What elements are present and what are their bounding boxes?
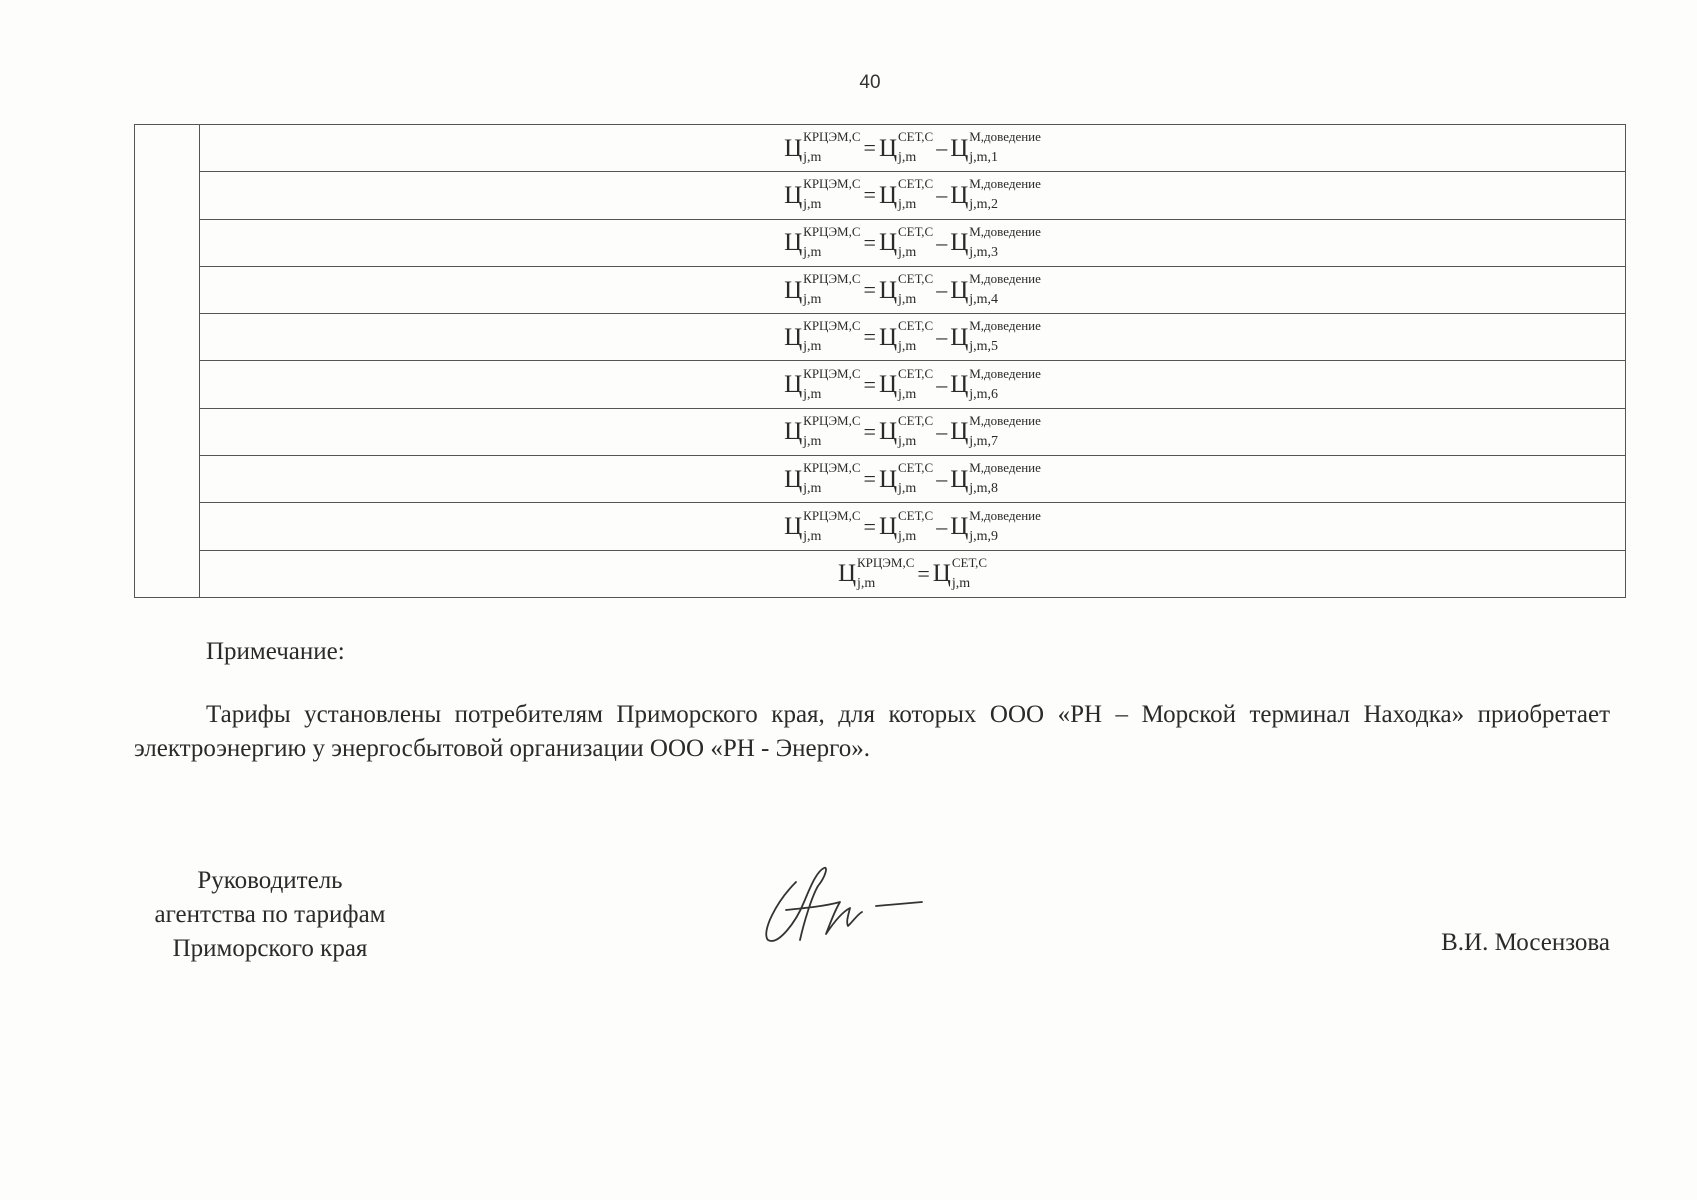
formula <box>784 223 1041 260</box>
formula-row <box>135 456 1626 503</box>
rhs2-superscript: М,доведение <box>969 318 1041 334</box>
formula <box>784 365 1041 402</box>
rhs1-scripts <box>898 223 934 260</box>
equals-sign: = <box>863 182 876 208</box>
price-symbol: Ц <box>950 371 969 399</box>
price-symbol: Ц <box>950 181 969 209</box>
equals-sign: = <box>863 135 876 161</box>
minus-sign: – <box>936 371 948 397</box>
price-symbol: Ц <box>878 181 897 209</box>
price-symbol: Ц <box>950 418 969 446</box>
lhs-term <box>784 318 861 355</box>
rhs2-subscript: j,m,7 <box>969 433 999 449</box>
page-number: 40 <box>859 72 881 93</box>
formula-table <box>134 124 1626 598</box>
price-symbol: Ц <box>950 276 969 304</box>
signer-name: В.И. Мосензова <box>1441 929 1610 956</box>
price-symbol: Ц <box>784 465 803 493</box>
signatory-title-line: агентства по тарифам <box>154 901 386 928</box>
formula-cell <box>200 219 1626 266</box>
rhs2-term <box>950 271 1041 308</box>
minus-sign: – <box>936 182 948 208</box>
price-symbol: Ц <box>878 323 897 351</box>
lhs-term <box>784 129 861 166</box>
lhs-subscript: j,m <box>803 433 822 449</box>
rhs1-term <box>878 129 934 166</box>
price-symbol: Ц <box>784 276 803 304</box>
note-heading: Примечание: <box>206 638 345 665</box>
lhs-scripts <box>803 365 861 402</box>
lhs-scripts <box>803 129 861 166</box>
rhs2-superscript: М,доведение <box>969 223 1041 239</box>
rhs1-term <box>878 460 934 497</box>
equals-sign: = <box>863 324 876 350</box>
formula <box>784 507 1041 544</box>
lhs-term <box>784 507 861 544</box>
lhs-superscript: КРЦЭМ,С <box>803 507 861 523</box>
price-symbol: Ц <box>784 418 803 446</box>
price-symbol: Ц <box>784 134 803 162</box>
lhs-superscript: КРЦЭМ,С <box>803 460 861 476</box>
formula-row <box>135 503 1626 550</box>
rhs1-scripts <box>898 271 934 308</box>
rhs1-term <box>878 271 934 308</box>
equals-sign: = <box>917 560 930 586</box>
formula-cell <box>200 266 1626 313</box>
equals-sign: = <box>863 277 876 303</box>
price-symbol: Ц <box>878 465 897 493</box>
rhs2-superscript: М,доведение <box>969 176 1041 192</box>
price-symbol: Ц <box>784 181 803 209</box>
rhs1-subscript: j,m <box>951 575 971 591</box>
lhs-superscript: КРЦЭМ,С <box>803 271 861 287</box>
rhs2-scripts <box>969 318 1041 355</box>
lhs-subscript: j,m <box>803 197 822 213</box>
rhs1-superscript: СЕТ,С <box>898 365 934 381</box>
formula-cell <box>200 503 1626 550</box>
rhs1-term <box>878 507 934 544</box>
lhs-subscript: j,m <box>803 150 822 166</box>
lhs-subscript: j,m <box>803 481 822 497</box>
price-symbol: Ц <box>950 134 969 162</box>
rhs2-superscript: М,доведение <box>969 507 1041 523</box>
equals-sign: = <box>863 513 876 539</box>
formula-row <box>135 219 1626 266</box>
formula-cell <box>200 361 1626 408</box>
rhs2-scripts <box>969 223 1041 260</box>
rhs1-subscript: j,m <box>898 292 917 308</box>
rhs2-subscript: j,m,4 <box>969 292 999 308</box>
lhs-superscript: КРЦЭМ,С <box>803 412 861 428</box>
signatory-title <box>120 864 420 966</box>
rhs1-scripts <box>898 460 934 497</box>
lhs-term <box>784 365 861 402</box>
rhs1-scripts <box>951 554 988 591</box>
lhs-superscript: КРЦЭМ,С <box>803 129 861 145</box>
lhs-term <box>784 223 861 260</box>
price-symbol: Ц <box>784 323 803 351</box>
rhs1-superscript: СЕТ,С <box>898 271 934 287</box>
formula-row <box>135 266 1626 313</box>
rhs1-subscript: j,m <box>898 528 917 544</box>
signatory-title-line: Руководитель <box>197 867 343 894</box>
lhs-scripts <box>803 271 861 308</box>
lhs-term <box>784 176 861 213</box>
formula-row <box>135 125 1626 172</box>
price-symbol: Ц <box>950 323 969 351</box>
rhs2-superscript: М,доведение <box>969 365 1041 381</box>
rhs2-term <box>950 129 1041 166</box>
lhs-subscript: j,m <box>803 386 822 402</box>
rhs1-superscript: СЕТ,С <box>898 176 934 192</box>
price-symbol: Ц <box>784 371 803 399</box>
formula <box>837 554 988 591</box>
lhs-scripts <box>803 223 861 260</box>
lhs-superscript: КРЦЭМ,С <box>803 365 861 381</box>
rhs1-term <box>878 176 934 213</box>
lhs-subscript: j,m <box>803 244 822 260</box>
note-text: Тарифы установлены потребителям Приморского края, для которых ООО «РН – Морской терминал Находка» приобретает электроэнергию у энергосбытовой организации ООО «РН - Энерго». <box>134 701 1610 762</box>
handwritten-signature <box>756 862 926 952</box>
formula <box>784 271 1041 308</box>
minus-sign: – <box>936 513 948 539</box>
formula-row <box>135 361 1626 408</box>
rhs1-scripts <box>898 176 934 213</box>
rhs2-scripts <box>969 176 1041 213</box>
lhs-scripts <box>803 318 861 355</box>
rhs1-scripts <box>898 365 934 402</box>
rhs1-superscript: СЕТ,С <box>898 507 934 523</box>
formula-cell <box>200 550 1626 597</box>
rhs1-subscript: j,m <box>898 386 917 402</box>
price-symbol: Ц <box>950 513 969 541</box>
formula-table-body <box>135 125 1626 598</box>
rhs1-subscript: j,m <box>898 339 917 355</box>
price-symbol: Ц <box>878 418 897 446</box>
rhs1-subscript: j,m <box>898 433 917 449</box>
rhs2-subscript: j,m,1 <box>969 150 999 166</box>
rhs2-term <box>950 176 1041 213</box>
lhs-scripts <box>803 176 861 213</box>
lhs-term <box>784 412 861 449</box>
formula-cell <box>200 408 1626 455</box>
price-symbol: Ц <box>950 229 969 257</box>
formula <box>784 460 1041 497</box>
rhs2-term <box>950 412 1041 449</box>
price-symbol: Ц <box>878 229 897 257</box>
rhs2-scripts <box>969 412 1041 449</box>
rhs2-subscript: j,m,8 <box>969 481 999 497</box>
lhs-scripts <box>803 412 861 449</box>
rhs1-superscript: СЕТ,С <box>898 460 934 476</box>
lhs-scripts <box>857 554 915 591</box>
equals-sign: = <box>863 371 876 397</box>
rhs1-subscript: j,m <box>898 197 917 213</box>
minus-sign: – <box>936 324 948 350</box>
equals-sign: = <box>863 418 876 444</box>
lhs-subscript: j,m <box>803 339 822 355</box>
rhs2-term <box>950 223 1041 260</box>
left-empty-cell <box>135 125 200 598</box>
rhs1-superscript: СЕТ,С <box>898 129 934 145</box>
rhs1-scripts <box>898 129 934 166</box>
formula-row <box>135 408 1626 455</box>
rhs1-superscript: СЕТ,С <box>898 318 934 334</box>
price-symbol: Ц <box>950 465 969 493</box>
rhs1-term <box>878 412 934 449</box>
lhs-superscript: КРЦЭМ,С <box>857 554 915 570</box>
rhs2-subscript: j,m,2 <box>969 197 999 213</box>
lhs-superscript: КРЦЭМ,С <box>803 223 861 239</box>
price-symbol: Ц <box>932 560 951 588</box>
rhs1-term <box>932 554 988 591</box>
lhs-term <box>837 554 915 591</box>
rhs2-subscript: j,m,3 <box>969 244 999 260</box>
formula <box>784 412 1041 449</box>
formula-cell <box>200 314 1626 361</box>
lhs-subscript: j,m <box>857 575 876 591</box>
formula-cell <box>200 456 1626 503</box>
rhs2-scripts <box>969 460 1041 497</box>
price-symbol: Ц <box>878 513 897 541</box>
rhs1-scripts <box>898 318 934 355</box>
rhs2-term <box>950 365 1041 402</box>
rhs2-scripts <box>969 507 1041 544</box>
lhs-superscript: КРЦЭМ,С <box>803 318 861 334</box>
rhs2-superscript: М,доведение <box>969 271 1041 287</box>
rhs2-term <box>950 460 1041 497</box>
minus-sign: – <box>936 135 948 161</box>
minus-sign: – <box>936 229 948 255</box>
formula-row <box>135 172 1626 219</box>
lhs-scripts <box>803 507 861 544</box>
lhs-term <box>784 271 861 308</box>
rhs1-scripts <box>898 412 934 449</box>
rhs2-superscript: М,доведение <box>969 460 1041 476</box>
price-symbol: Ц <box>784 513 803 541</box>
rhs1-scripts <box>898 507 934 544</box>
equals-sign: = <box>863 466 876 492</box>
lhs-subscript: j,m <box>803 292 822 308</box>
formula <box>784 129 1041 166</box>
rhs2-subscript: j,m,5 <box>969 339 999 355</box>
lhs-scripts <box>803 460 861 497</box>
price-symbol: Ц <box>878 371 897 399</box>
formula <box>784 176 1041 213</box>
rhs1-superscript: СЕТ,С <box>951 554 988 570</box>
lhs-superscript: КРЦЭМ,С <box>803 176 861 192</box>
price-symbol: Ц <box>878 134 897 162</box>
rhs1-subscript: j,m <box>898 244 917 260</box>
minus-sign: – <box>936 418 948 444</box>
price-symbol: Ц <box>878 276 897 304</box>
rhs2-scripts <box>969 271 1041 308</box>
rhs2-subscript: j,m,9 <box>969 528 999 544</box>
rhs2-superscript: М,доведение <box>969 412 1041 428</box>
rhs2-subscript: j,m,6 <box>969 386 999 402</box>
formula-cell <box>200 172 1626 219</box>
minus-sign: – <box>936 277 948 303</box>
rhs2-scripts <box>969 129 1041 166</box>
price-symbol: Ц <box>837 560 857 588</box>
rhs2-scripts <box>969 365 1041 402</box>
rhs2-superscript: М,доведение <box>969 129 1041 145</box>
rhs2-term <box>950 318 1041 355</box>
rhs1-term <box>878 318 934 355</box>
formula-row <box>135 314 1626 361</box>
lhs-subscript: j,m <box>803 528 822 544</box>
formula-cell <box>200 125 1626 172</box>
rhs1-term <box>878 223 934 260</box>
rhs1-term <box>878 365 934 402</box>
price-symbol: Ц <box>784 229 803 257</box>
formula <box>784 318 1041 355</box>
rhs1-superscript: СЕТ,С <box>898 412 934 428</box>
signatory-title-line: Приморского края <box>172 935 368 962</box>
rhs2-term <box>950 507 1041 544</box>
rhs1-superscript: СЕТ,С <box>898 223 934 239</box>
lhs-term <box>784 460 861 497</box>
formula-row <box>135 550 1626 597</box>
equals-sign: = <box>863 229 876 255</box>
rhs1-subscript: j,m <box>898 481 917 497</box>
minus-sign: – <box>936 466 948 492</box>
rhs1-subscript: j,m <box>898 150 917 166</box>
